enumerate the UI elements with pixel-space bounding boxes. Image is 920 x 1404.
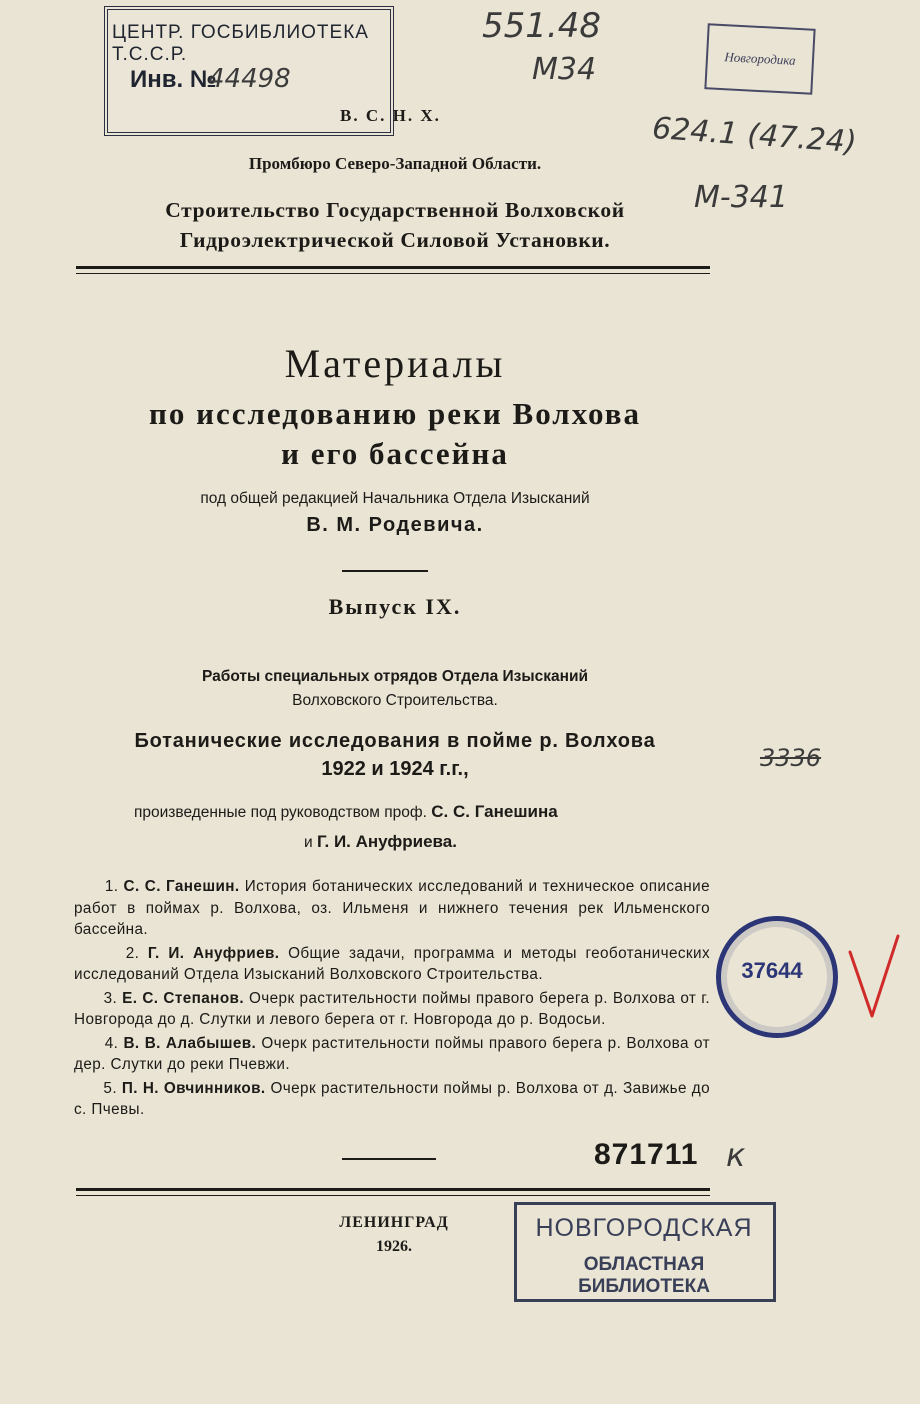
imprint-city: ЛЕНИНГРАД (339, 1214, 449, 1231)
contents-list (74, 876, 710, 1123)
novgorodika-stamp-text: Новгородика (724, 49, 796, 68)
imprint-year: 1926. (376, 1238, 412, 1255)
title-divider (342, 570, 428, 572)
list-item: 2. Г. И. Ануфриев. Общие задачи, программа и методы геоботанических исследований Отдела Изысканий Волховского Строительства. (74, 944, 711, 983)
supervisor-line (134, 802, 558, 822)
list-item-text: Очерк растительности поймы правого берега р. Волхова от дер. Слутки до реки Пчевжи. (74, 1034, 711, 1073)
title-line-2: по исследованию реки Волхова (149, 396, 641, 431)
project-line-1: Строительство Государственной Волховской (165, 198, 625, 222)
title-main: Материалы (284, 341, 506, 386)
supervisor-prefix: произведенные под руководством проф. (134, 804, 427, 821)
list-item-author: Е. С. Степанов. (122, 989, 245, 1007)
header-rule-bottom (76, 273, 710, 274)
header-rule-top (76, 266, 710, 269)
red-check-mark-icon (846, 932, 902, 1022)
title-line-3: и его бассейна (281, 436, 509, 471)
list-item-text: Очерк растительности поймы р. Волхова от д. Завижье до с. Пчевы. (74, 1079, 710, 1118)
list-item-author: В. В. Алабышев. (123, 1034, 257, 1052)
bottom-divider (342, 1158, 436, 1160)
editor-name: В. М. Родевича. (306, 514, 484, 536)
works-line-1: Работы специальных отрядов Отдела Изысканий (201, 668, 589, 685)
supervisor-and: и (304, 834, 313, 851)
supervisor-1: С. С. Ганешина (431, 802, 558, 821)
list-item: 1. С. С. Ганешин. История ботанических исследований и техническое описание работ в поймах р. Волхова, оз. Ильменя и нижнего течения рек Ильменского бассейна. (74, 878, 710, 938)
list-item-text: История ботанических исследований и техническое описание работ в поймах р. Волхова, оз. Ильменя и нижнего течения рек Ильменского бассейна. (74, 878, 710, 938)
footer-rule-bottom (76, 1195, 710, 1196)
supervisor-2: Г. И. Ануфриева. (316, 832, 457, 851)
project-line-2: Гидроэлектрической Силовой Установки. (179, 228, 611, 252)
list-item-text: Очерк растительности поймы правого берега р. Волхова от г. Новгорода до д. Слутки и левого берега от г. Новгорода до р. Водосьи. (74, 989, 711, 1028)
regional-library-stamp-line-1: НОВГОРОДСКАЯ (535, 1214, 753, 1242)
regional-library-stamp-line-2: ОБЛАСТНАЯ БИБЛИОТЕКА (578, 1254, 710, 1297)
handwritten-code-3: 624.1 (47.24) (651, 110, 858, 161)
handwritten-code-1: 551.48 (482, 6, 601, 46)
list-item-author: П. Н. Овчинников. (121, 1079, 266, 1097)
topic-line-1: Ботанические исследования в пойме р. Волхова (134, 730, 656, 752)
works-line-2: Волховского Строительства. (292, 692, 498, 709)
list-item: 5. П. Н. Овчинников. Очерк растительности поймы р. Волхова от д. Завижье до с. Пчевы. (74, 1079, 710, 1118)
list-item-author: Г. И. Ануфриев. (147, 944, 280, 962)
library-stamp-title: ЦЕНТР. ГОСБИБЛИОТЕКА Т.С.С.Р. (112, 22, 369, 65)
list-item-text: Общие задачи, программа и методы геоботанических исследований Отдела Изысканий Волховского Строительства. (74, 944, 711, 983)
editor-line: под общей редакцией Начальника Отдела Изысканий (200, 490, 590, 507)
handwritten-code-5: 3336 (760, 744, 822, 772)
org-bureau: Промбюро Северо-Западной Области. (248, 154, 542, 173)
supervisor-line-2 (304, 832, 457, 852)
list-item: 3. Е. С. Степанов. Очерк растительности поймы правого берега р. Волхова от г. Новгорода до д. Слутки и левого берега от г. Новгорода до р. Водосьи. (74, 989, 711, 1028)
library-stamp-inv-number: 44498 (208, 64, 291, 94)
novgorodika-stamp (704, 23, 815, 95)
handwritten-code-2: М34 (532, 52, 597, 87)
list-item: 4. В. В. Алабышев. Очерк растительности поймы правого берега р. Волхова от дер. Слутки до реки Пчевжи. (74, 1034, 711, 1073)
oval-stamp-number: 37644 (741, 958, 803, 983)
org-abbreviation: В. С. Н. Х. (340, 106, 441, 125)
library-stamp-inv-label: Инв. № (130, 66, 217, 93)
issue-label: Выпуск IX. (328, 594, 462, 619)
inventory-suffix: к (726, 1136, 746, 1174)
inventory-number: 871711 (594, 1138, 699, 1171)
handwritten-code-4: М-341 (694, 180, 788, 215)
topic-line-2: 1922 и 1924 г.г., (321, 758, 469, 780)
footer-rule-top (76, 1188, 710, 1191)
list-item-author: С. С. Ганешин. (123, 878, 240, 895)
